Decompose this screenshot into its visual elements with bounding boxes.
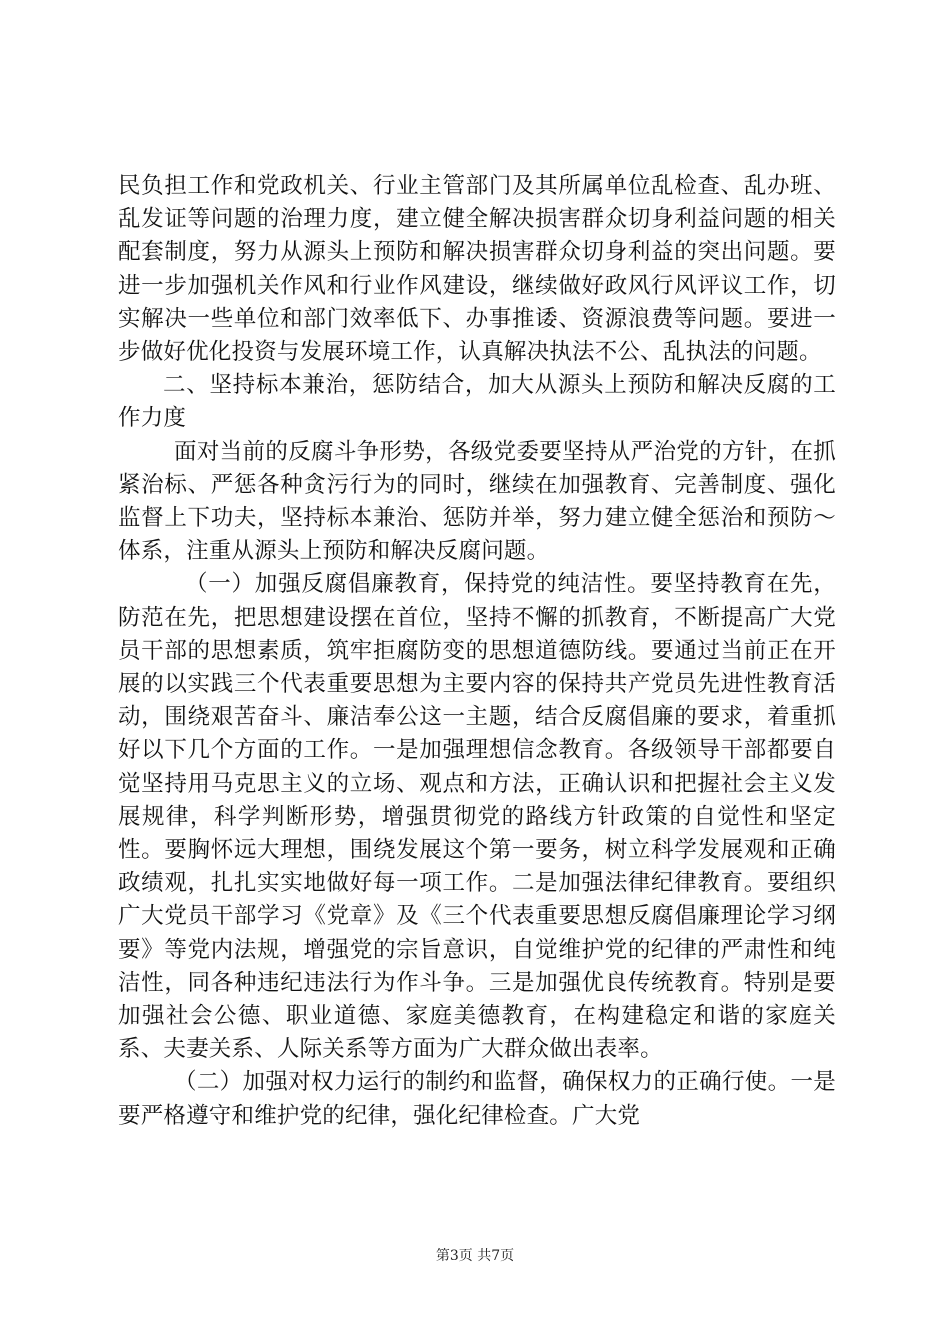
paragraph-intro: 面对当前的反腐斗争形势，各级党委要坚持从严治党的方针，在抓紧治标、严惩各种贪污行为的同时，继续在加强教育、完善制度、强化监督上下功夫，坚持标本兼治、惩防并举，努力建立健全惩治和预防～体系，注重从源头上预防和解决反腐问题。 [118, 438, 836, 565]
page-footer [0, 1246, 950, 1266]
section-heading-2: 二、坚持标本兼治，惩防结合，加大从源头上预防和解决反腐的工作力度 [118, 372, 836, 432]
document-body [118, 170, 836, 1133]
paragraph-subsection-2: （二）加强对权力运行的制约和监督，确保权力的正确行使。一是要严格遵守和维护党的纪律，强化纪律检查。广大党 [118, 1069, 836, 1129]
paragraph-subsection-1: （一）加强反腐倡廉教育，保持党的纯洁性。要坚持教育在先，防范在先，把思想建设摆在首位，坚持不懈的抓教育，不断提高广大党员干部的思想素质，筑牢拒腐防变的思想道德防线。要通过当前正在开展的以实践三个代表重要思想为主要内容的保持共产党员先进性教育活动，围绕艰苦奋斗、廉洁奉公这一主题，结合反腐倡廉的要求，着重抓好以下几个方面的工作。一是加强理想信念教育。各级领导干部都要自觉坚持用马克思主义的立场、观点和方法，正确认识和把握社会主义发展规律，科学判断形势，增强贯彻党的路线方针政策的自觉性和坚定性。要胸怀远大理想，围绕发展这个第一要务，树立科学发展观和正确政绩观，扎扎实实地做好每一项工作。二是加强法律纪律教育。要组织广大党员干部学习《党章》及《三个代表重要思想反腐倡廉理论学习纲要》等党内法规，增强党的宗旨意识，自觉维护党的纪律的严肃性和纯洁性，同各种违纪违法行为作斗争。三是加强优良传统教育。特别是要加强社会公德、职业道德、家庭美德教育，在构建稳定和谐的家庭关系、夫妻关系、人际关系等方面为广大群众做出表率。 [118, 571, 836, 1063]
page-number-label: 第3页 共7页 [435, 1248, 515, 1264]
paragraph-continuation: 民负担工作和党政机关、行业主管部门及其所属单位乱检查、乱办班、乱发证等问题的治理力度，建立健全解决损害群众切身利益问题的相关配套制度，努力从源头上预防和解决损害群众切身利益的突出问题。要进一步加强机关作风和行业作风建设，继续做好政风行风评议工作，切实解决一些单位和部门效率低下、办事推诿、资源浪费等问题。要进一步做好优化投资与发展环境工作，认真解决执法不公、乱执法的问题。 [118, 173, 836, 366]
